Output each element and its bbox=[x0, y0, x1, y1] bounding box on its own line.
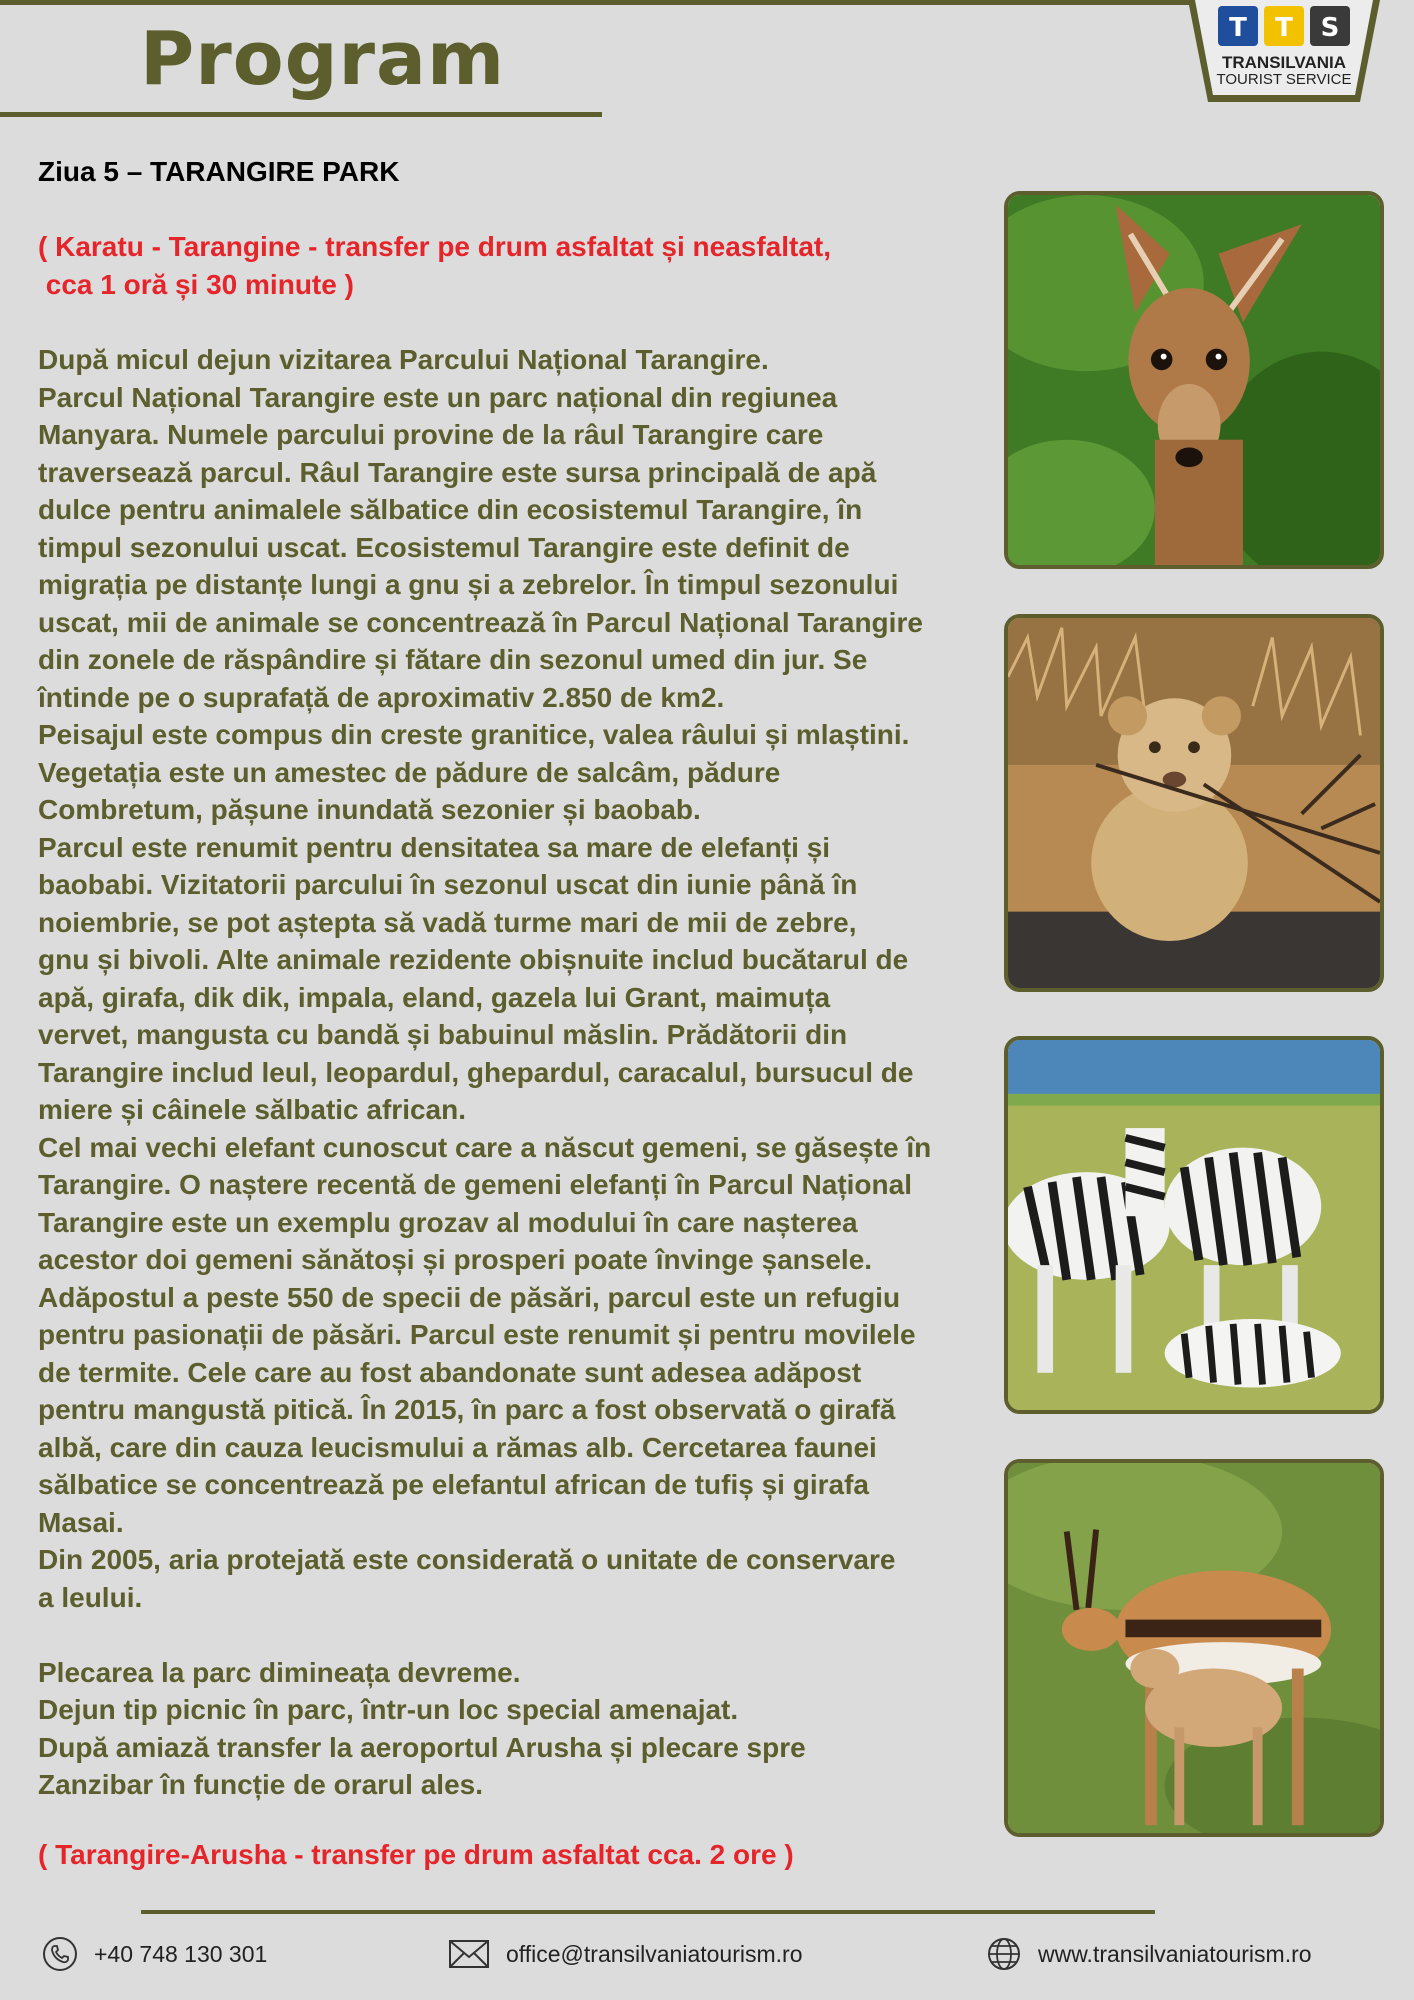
text-line: din zonele de răspândire și fătare din sezonul umed din jur. Se bbox=[38, 644, 868, 675]
day-description bbox=[38, 341, 998, 1804]
phone-icon bbox=[42, 1936, 78, 1972]
text-line: traversează parcul. Râul Tarangire este sursa principală de apă bbox=[38, 456, 877, 488]
photo-zebras bbox=[1004, 1036, 1384, 1414]
photo-gazelles bbox=[1004, 1459, 1384, 1837]
text-line: pentru mangustă pitică. În 2015, în parc a fost observată o girafă bbox=[38, 1394, 896, 1425]
logo-line-2: TOURIST SERVICE bbox=[1216, 71, 1352, 88]
footer-email[interactable] bbox=[448, 1934, 802, 1974]
text-line: Adăpostul a peste 550 de specii de păsări, parcul este un refugiu bbox=[38, 1281, 901, 1313]
globe-icon bbox=[986, 1936, 1022, 1972]
plan-line: După amiază transfer la aeroportul Arusha și plecare spre bbox=[38, 1731, 806, 1763]
company-logo bbox=[1184, 0, 1384, 110]
text-line: Masai. bbox=[38, 1506, 124, 1538]
text-line: baobabi. Vizitatorii parcului în sezonul uscat din iunie până în bbox=[38, 869, 858, 900]
zebra-foal bbox=[1165, 1319, 1341, 1388]
text-line: albă, care din cauza leucismului a rămas alb. Cercetarea faunei bbox=[38, 1431, 877, 1463]
text-line: migrația pe distanțe lungi a gnu și a zebrelor. În timpul sezonului bbox=[38, 569, 899, 600]
text-line: a leului. bbox=[38, 1581, 143, 1613]
footer-rule bbox=[141, 1910, 1155, 1914]
text-line: Vegetația este un amestec de pădure de salcâm, pădure bbox=[38, 756, 781, 788]
text-line: Tarangire. O naștere recentă de gemeni elefanți în Parcul Național bbox=[38, 1169, 912, 1200]
top-rule bbox=[0, 0, 1190, 5]
text-line: pentru pasionații de păsări. Parcul este renumit și pentru movilele bbox=[38, 1319, 916, 1350]
envelope-icon bbox=[448, 1938, 490, 1970]
paragraph-spacer bbox=[38, 1616, 998, 1654]
page-title: Program bbox=[140, 16, 506, 102]
logo-letter-2: T bbox=[1275, 13, 1293, 43]
text-line: Manyara. Numele parcului provine de la râul Tarangire care bbox=[38, 419, 824, 450]
text-line: Parcul este renumit pentru densitatea sa mare de elefanți și bbox=[38, 831, 831, 863]
photo-lion-cub bbox=[1004, 614, 1384, 992]
transfer-note-bottom bbox=[38, 1836, 968, 1874]
logo-line-1: TRANSILVANIA bbox=[1221, 53, 1347, 72]
plan-line: Zanzibar în funcție de orarul ales. bbox=[38, 1769, 483, 1800]
text-line: uscat, mii de animale se concentrează în Parcul Național Tarangire bbox=[38, 606, 923, 638]
photo-dik-dik bbox=[1004, 191, 1384, 569]
text-line: După micul dejun vizitarea Parcului Național Tarangire. bbox=[38, 344, 769, 375]
text-line: noiembrie, se pot aștepta să vadă turme mari de mii de zebre, bbox=[38, 906, 857, 938]
text-line: Din 2005, aria protejată este considerată o unitate de conservare bbox=[38, 1544, 896, 1575]
logo-letter-3: S bbox=[1320, 13, 1340, 43]
phone-number[interactable]: +40 748 130 301 bbox=[94, 1940, 268, 1967]
text-line: vervet, mangusta cu bandă și babuinul măslin. Prădătorii din bbox=[38, 1019, 848, 1050]
plan-line: Dejun tip picnic în parc, într-un loc special amenajat. bbox=[38, 1694, 739, 1725]
email-address[interactable]: office@transilvaniatourism.ro bbox=[506, 1940, 803, 1967]
text-line: gnu și bivoli. Alte animale rezidente obișnuite includ bucătarul de bbox=[38, 944, 909, 975]
day-heading: Ziua 5 – TARANGIRE PARK bbox=[38, 156, 400, 187]
text-line: Tarangire includ leul, leopardul, ghepardul, caracalul, bursucul de bbox=[38, 1056, 914, 1088]
text-line: Tarangire este un exemplu grozav al modului în care nașterea bbox=[38, 1206, 858, 1238]
text-line: de termite. Cele care au fost abandonate sunt adesea adăpost bbox=[38, 1356, 862, 1388]
website-url[interactable]: www.transilvaniatourism.ro bbox=[1038, 1940, 1312, 1967]
plan-line: Plecarea la parc dimineața devreme. bbox=[38, 1656, 521, 1688]
text-line: Combretum, pășune inundată sezonier și baobab. bbox=[38, 794, 701, 825]
text-line: miere și câinele sălbatic african. bbox=[38, 1094, 467, 1125]
logo-letter-1: T bbox=[1229, 13, 1247, 43]
text-line: timpul sezonului uscat. Ecosistemul Tarangire este definit de bbox=[38, 531, 850, 563]
title-underline bbox=[0, 112, 602, 117]
footer-website[interactable] bbox=[986, 1934, 1312, 1974]
transfer-note-top bbox=[38, 228, 968, 304]
text-line: Cel mai vechi elefant cunoscut care a născut gemeni, se găsește în bbox=[38, 1131, 932, 1163]
footer-phone[interactable] bbox=[42, 1934, 267, 1974]
text-line: Peisajul este compus din creste granitice, valea râului și mlaștini. bbox=[38, 719, 910, 750]
text-line: dulce pentru animalele sălbatice din ecosistemul Tarangire, în bbox=[38, 494, 863, 525]
text-line: acestor doi gemeni sănătoși și prosperi poate învinge șansele. bbox=[38, 1244, 873, 1275]
transfer-line: cca 1 oră și 30 minute ) bbox=[38, 269, 354, 300]
text-line: întinde pe o suprafață de aproximativ 2.850 de km2. bbox=[38, 681, 725, 713]
transfer-line: ( Tarangire-Arusha - transfer pe drum asfaltat cca. 2 ore ) bbox=[38, 1839, 794, 1870]
text-line: Parcul Național Tarangire este un parc național din regiunea bbox=[38, 381, 838, 413]
transfer-line: ( Karatu - Tarangine - transfer pe drum asfaltat și neasfaltat, bbox=[38, 231, 832, 262]
text-line: sălbatice se concentrează pe elefantul african de tufiș și girafa bbox=[38, 1469, 869, 1500]
text-line: apă, girafa, dik dik, impala, eland, gazela lui Grant, maimuța bbox=[38, 981, 831, 1013]
